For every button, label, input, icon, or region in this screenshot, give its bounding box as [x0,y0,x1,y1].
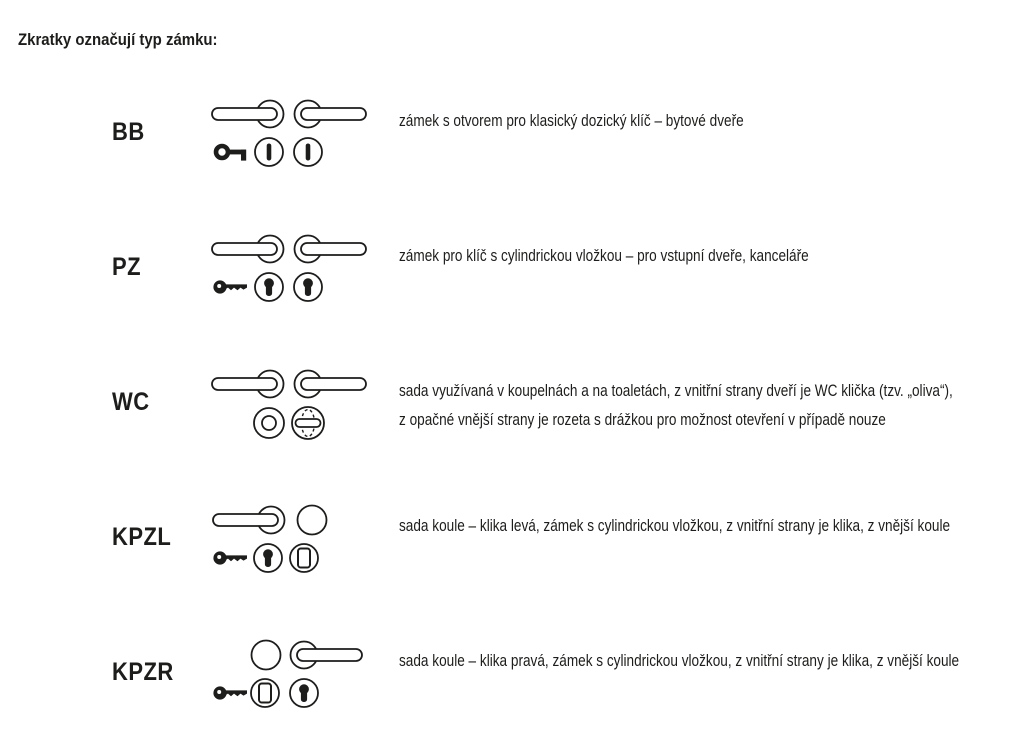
description-line: zámek pro klíč s cylindrickou vložkou – pro vstupní dveře, kanceláře [399,246,809,265]
lock-code-pz: PZ [112,253,141,281]
cylinder-keyhole-rosette-icon [290,679,318,707]
classic-keyhole-rosette-icon [255,138,283,166]
pz-lockset-icon [208,234,373,306]
lever-handle-left-icon [212,101,284,128]
wc-oliva-turn-icon [292,407,324,439]
lock-code-bb: BB [112,118,145,146]
kpzr-lockset-icon [208,639,373,711]
lever-handle-left-icon [212,236,284,263]
description-line: sada koule – klika pravá, zámek s cylindrickou vložkou, z vnitřní strany je klika, z vnější koule [399,651,960,670]
kpzl-lockset-icon [208,504,373,576]
lock-code-kpzl: KPZL [112,523,172,551]
wc-lockset-icon [208,369,373,441]
blind-rosette-icon [251,679,279,707]
cylinder-keyhole-rosette-icon [255,273,283,301]
lever-handle-right-icon [295,236,367,263]
cylinder-keyhole-rosette-icon [254,544,282,572]
lever-handle-right-icon [295,371,367,398]
description-line: zámek s otvorem pro klasický dozický klíč – bytové dveře [399,111,744,130]
lock-type-row-kpzr [0,639,1011,711]
lock-type-row-bb [0,99,1011,171]
lock-code-kpzr: KPZR [112,658,174,686]
emergency-release-rosette-icon [254,408,284,438]
door-knob-icon [252,641,281,670]
cylinder-key-icon [213,686,247,699]
lock-type-row-kpzl [0,504,1011,576]
lock-type-row-pz [0,234,1011,306]
cylinder-keyhole-rosette-icon [294,273,322,301]
lock-type-row-wc [0,369,1011,441]
blind-rosette-icon [290,544,318,572]
lock-description-wc [399,377,1011,434]
lock-description-pz [399,242,911,271]
lever-handle-right-icon [295,101,367,128]
classic-keyhole-rosette-icon [294,138,322,166]
cylinder-key-icon [213,280,247,293]
lock-description-bb [399,107,830,136]
bb-lockset-icon [208,99,373,171]
classic-key-icon [216,146,246,161]
description-line: sada využívaná v koupelnách a na toaletách, z vnitřní strany dveří je WC klička (tzv. „oliva“), [399,381,953,400]
lock-description-kpzr [399,647,1011,676]
lock-description-kpzl [399,512,1011,541]
door-knob-icon [298,506,327,535]
description-line: z opačné vnější strany je rozeta s drážkou pro možnost otevření v případě nouze [399,409,886,429]
lever-handle-left-icon [213,507,285,534]
lock-code-wc: WC [112,388,150,416]
lever-handle-left-icon [212,371,284,398]
cylinder-key-icon [213,551,247,564]
page-title: Zkratky označují typ zámku: [18,30,218,50]
description-line: sada koule – klika levá, zámek s cylindrickou vložkou, z vnitřní strany je klika, z vnější koule [399,516,951,535]
lever-handle-right-icon [291,642,363,669]
